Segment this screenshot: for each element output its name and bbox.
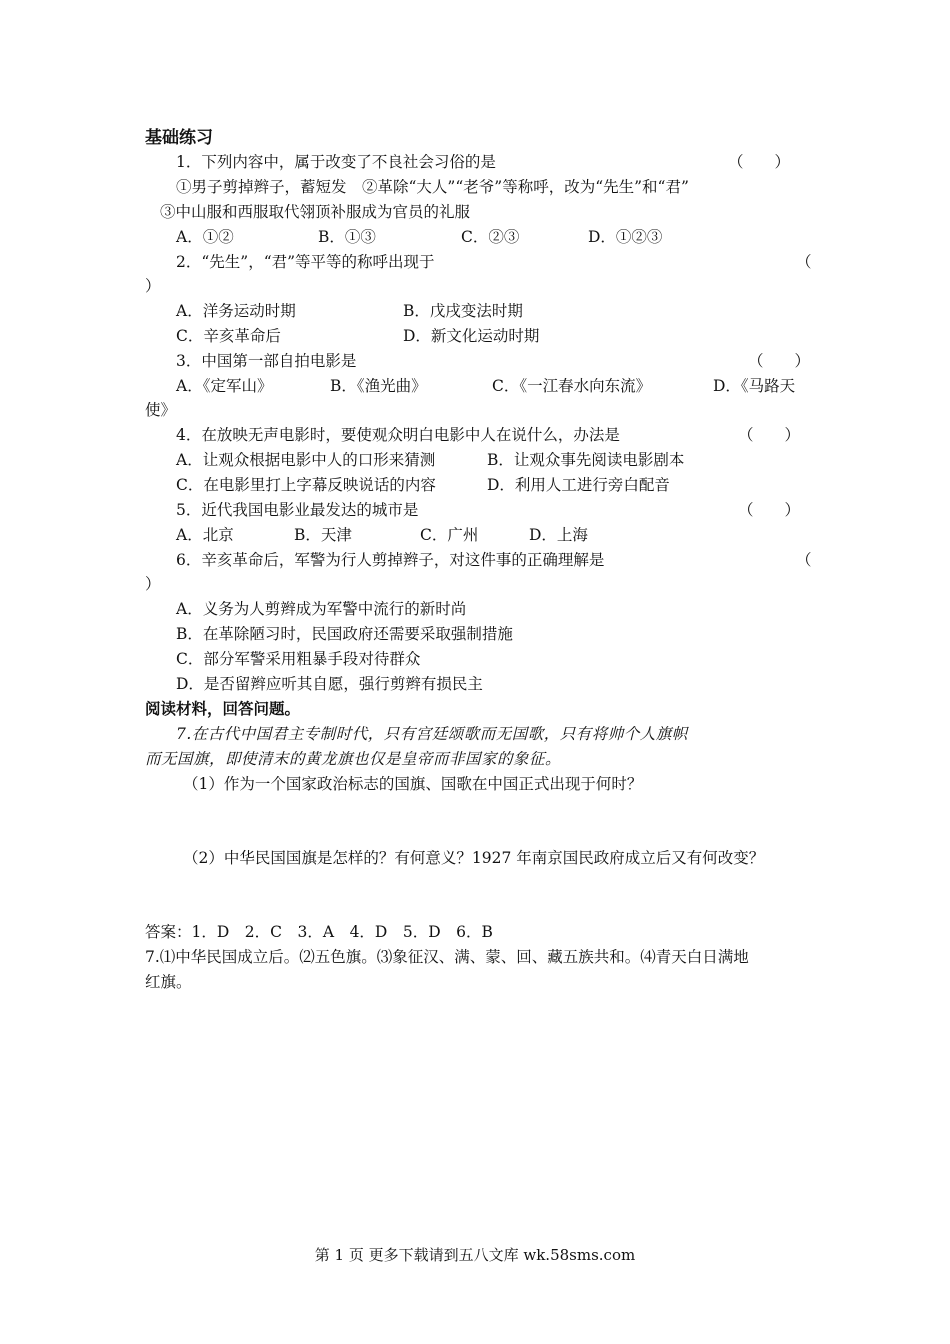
answers-line3: 红旗。 — [145, 973, 192, 991]
q3-option-b: B．《渔光曲》 — [330, 377, 427, 395]
q7-subquestion-2: （2）中华民国国旗是怎样的？有何意义？1927 年南京国民政府成立后又有何改变？ — [183, 849, 765, 867]
q3-answer-paren: （ ） — [748, 352, 811, 370]
q6-option-c: C．部分军警采用粗暴手段对待群众 — [176, 650, 421, 668]
section-title-basic: 基础练习 — [145, 128, 213, 148]
q2-option-c: C．辛亥革命后 — [176, 327, 281, 345]
q3-option-d-cont: 使》 — [145, 401, 177, 419]
q6-paren-open: （ — [796, 551, 812, 569]
answers-line2: 7.⑴中华民国成立后。⑵五色旗。⑶象征汉、满、蒙、回、藏五族共和。⑷青天白日满地 — [145, 948, 749, 966]
q5-option-b: B．天津 — [294, 526, 352, 544]
q4-option-a: A．让观众根据电影中人的口形来猜测 — [176, 451, 436, 469]
q1-answer-paren: （ ） — [728, 153, 791, 171]
q1-item-line1: ①男子剪掉辫子，蓄短发 ②革除“大人”“老爷”等称呼，改为“先生”和“君” — [176, 178, 689, 196]
q5-option-c: C．广州 — [420, 526, 479, 544]
q2-paren-close: ） — [145, 277, 161, 295]
page-footer: 第 1 页 更多下载请到五八文库 wk.58sms.com — [314, 1246, 636, 1264]
q6-option-b: B．在革除陋习时，民国政府还需要采取强制措施 — [176, 625, 513, 643]
q1-stem: 1．下列内容中，属于改变了不良社会习俗的是 — [176, 153, 496, 171]
q2-paren-open: （ — [796, 253, 812, 271]
q7-subquestion-1: （1）作为一个国家政治标志的国旗、国歌在中国正式出现于何时？ — [183, 775, 643, 793]
q5-answer-paren: （ ） — [738, 501, 801, 519]
q2-option-b: B．戊戌变法时期 — [403, 302, 523, 320]
q3-option-a: A．《定军山》 — [176, 377, 273, 395]
q3-option-d: D．《马路天 — [713, 377, 796, 395]
q5-option-d: D．上海 — [529, 526, 588, 544]
answers-line1: 答案：1．D 2．C 3．A 4．D 5．D 6．B — [145, 923, 493, 941]
q7-material-line2: 而无国旗，即使清末的黄龙旗也仅是皇帝而非国家的象征。 — [145, 750, 562, 768]
q4-option-b: B．让观众事先阅读电影剧本 — [487, 451, 685, 469]
q2-option-a: A．洋务运动时期 — [176, 302, 296, 320]
q4-answer-paren: （ ） — [738, 426, 801, 444]
q4-stem: 4．在放映无声电影时，要使观众明白电影中人在说什么，办法是 — [176, 426, 620, 444]
q5-option-a: A．北京 — [176, 526, 234, 544]
q6-option-d: D．是否留辫应听其自愿，强行剪辫有损民主 — [176, 675, 483, 693]
q1-option-d: D．①②③ — [588, 228, 663, 246]
q4-option-d: D．利用人工进行旁白配音 — [487, 476, 670, 494]
q1-option-a: A．①② — [176, 228, 234, 246]
section-title-reading: 阅读材料，回答问题。 — [145, 700, 301, 718]
q4-option-c: C．在电影里打上字幕反映说话的内容 — [176, 476, 436, 494]
q2-stem: 2．“先生”，“君”等平等的称呼出现于 — [176, 253, 435, 271]
q6-option-a: A．义务为人剪辫成为军警中流行的新时尚 — [176, 600, 467, 618]
q1-item-line2: ③中山服和西服取代翎顶补服成为官员的礼服 — [160, 203, 471, 221]
q6-paren-close: ） — [145, 575, 161, 593]
q3-option-c: C．《一江春水向东流》 — [492, 377, 652, 395]
q1-option-b: B．①③ — [318, 228, 376, 246]
q5-stem: 5．近代我国电影业最发达的城市是 — [176, 501, 419, 519]
q7-material-line1: 7.在古代中国君主专制时代，只有宫廷颂歌而无国歌，只有将帅个人旗帜 — [176, 725, 688, 743]
q6-stem: 6．辛亥革命后，军警为行人剪掉辫子，对这件事的正确理解是 — [176, 551, 605, 569]
q3-stem: 3．中国第一部自拍电影是 — [176, 352, 357, 370]
q1-option-c: C．②③ — [461, 228, 520, 246]
q2-option-d: D．新文化运动时期 — [403, 327, 540, 345]
